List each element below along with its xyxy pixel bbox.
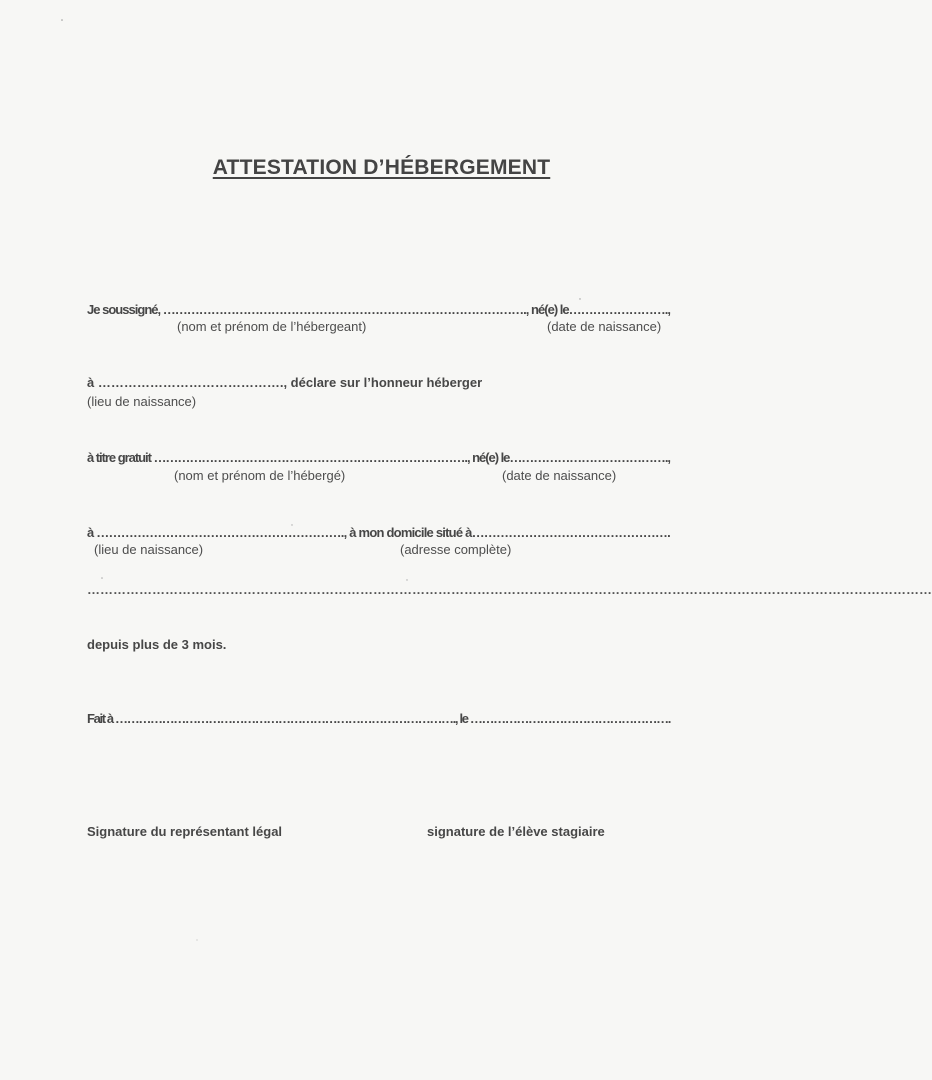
hint-guest-birthdate: (date de naissance): [502, 468, 617, 483]
signature-student: signature de l’élève stagiaire: [427, 824, 605, 839]
line-guest-identity: à titre gratuit ……………………………………………………………………., né(e) le………………………………….,: [87, 450, 670, 465]
hint-address: (adresse complète): [400, 542, 512, 557]
hint-host-name: (nom et prénom de l’hébergeant): [177, 319, 367, 334]
line-duration: depuis plus de 3 mois.: [87, 637, 227, 652]
hint-host-birthplace: (lieu de naissance): [87, 394, 197, 409]
line-address-continuation: ……………………………………………………………………………………………………………………………………………………………………………: [87, 582, 932, 597]
hint-guest-birthplace: (lieu de naissance): [94, 542, 204, 557]
hint-guest-name: (nom et prénom de l’hébergé): [174, 468, 346, 483]
line-host-identity: Je soussigné, ………………………………………………………………………………., né(e) le…………………….,: [87, 302, 671, 317]
document-title: ATTESTATION D’HÉBERGEMENT: [212, 156, 551, 179]
line-host-birthplace: à ……………………………………., déclare sur l’honneur héberger: [87, 375, 483, 390]
line-guest-birthplace-address: à ……………………………………………………., à mon domicile situé à………………………………………….: [87, 525, 670, 540]
hint-host-birthdate: (date de naissance): [547, 319, 662, 334]
line-place-date: Fait à ……………………………………………………………………………., le …………………………………………….: [87, 711, 670, 726]
signature-legal-representative: Signature du représentant légal: [87, 824, 283, 839]
